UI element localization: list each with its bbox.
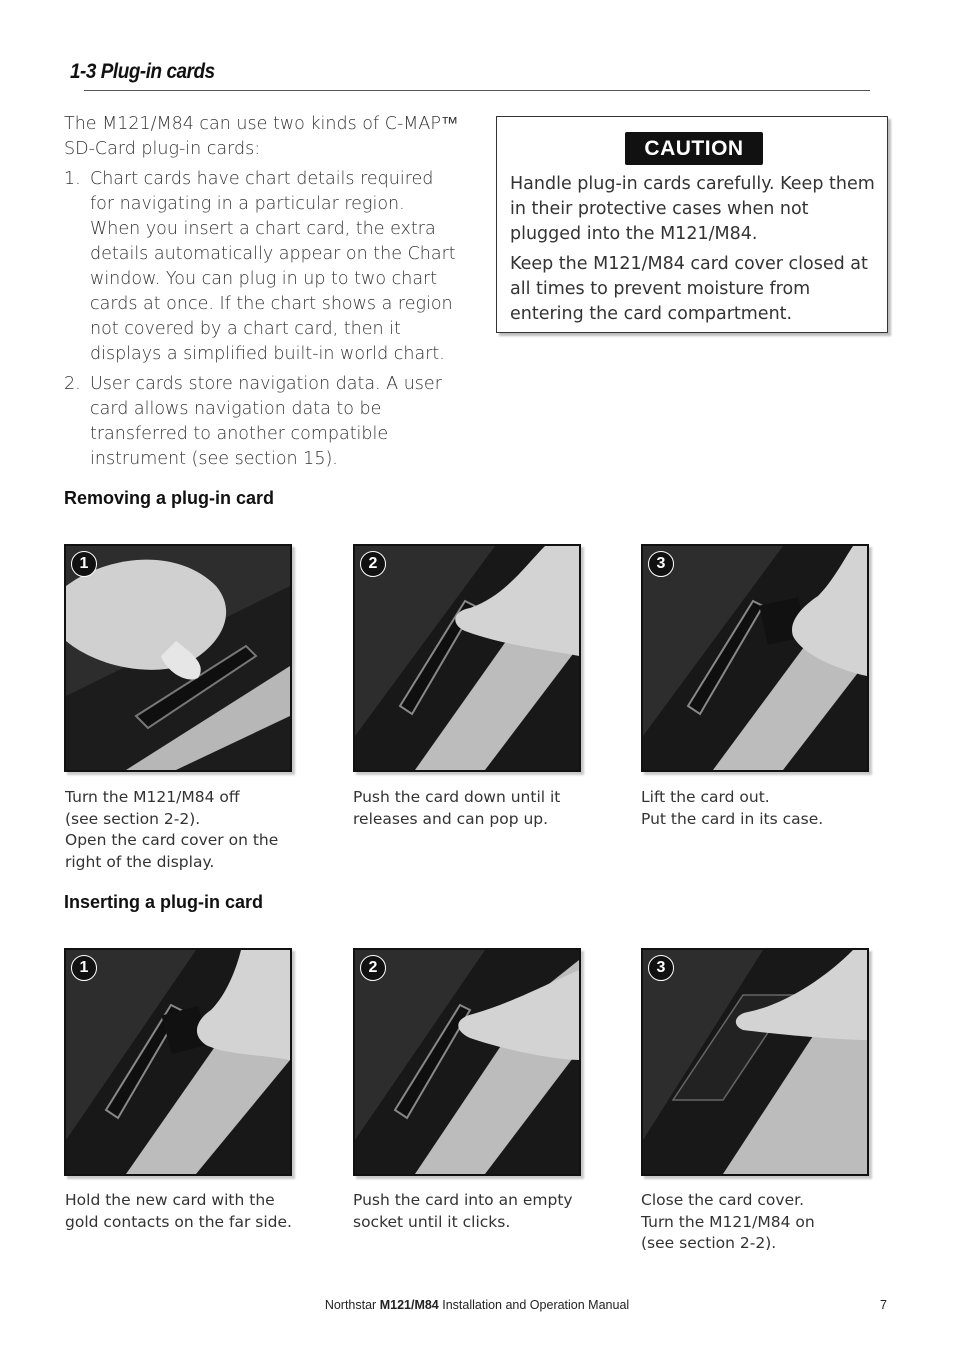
removing-heading: Removing a plug-in card [64, 488, 275, 508]
list-text: User cards store navigation data. A user card allows navigation data to be transferred to another compatible instrument (see section 15). [90, 374, 442, 469]
card-types-list [64, 167, 459, 472]
step-badge: 3 [648, 955, 674, 981]
device-photo-illustration [643, 546, 867, 770]
removing-step-2-caption: Push the card down until it releases and can pop up. [353, 788, 561, 828]
list-number: 2. [64, 374, 81, 394]
page-footer [0, 1298, 954, 1312]
removing-step-3-caption: Lift the card out. Put the card in its case. [641, 788, 824, 828]
footer-model: M121/M84 [379, 1298, 439, 1312]
device-photo-illustration [355, 950, 579, 1174]
list-item [64, 167, 459, 367]
device-photo-illustration [66, 950, 290, 1174]
step-badge: 1 [71, 551, 97, 577]
removing-step-2-photo [353, 544, 581, 772]
removing-step-1-caption: Turn the M121/M84 off (see section 2-2). Open the card cover on the right of the display. [65, 788, 279, 871]
list-item [64, 372, 459, 472]
device-photo-illustration [355, 546, 579, 770]
caution-label: CAUTION [625, 132, 763, 165]
caution-body [510, 172, 880, 332]
page-number: 7 [880, 1298, 887, 1312]
removing-step-3-photo [641, 544, 869, 772]
footer-title: Installation and Operation Manual [442, 1298, 630, 1312]
device-photo-illustration [66, 546, 290, 770]
removing-step-1-photo [64, 544, 292, 772]
inserting-step-3-caption: Close the card cover. Turn the M121/M84 on (see section 2-2). [641, 1191, 815, 1252]
inserting-step-3-photo [641, 948, 869, 1176]
device-photo-illustration [643, 950, 867, 1174]
step-badge: 2 [360, 551, 386, 577]
caution-paragraph: Handle plug-in cards carefully. Keep them in their protective cases when not plugged into the M121/M84. [510, 174, 875, 244]
title-rule [84, 90, 870, 91]
step-badge: 3 [648, 551, 674, 577]
inserting-step-2-photo [353, 948, 581, 1176]
inserting-step-1-caption: Hold the new card with the gold contacts on the far side. [65, 1191, 292, 1231]
inserting-step-1-photo [64, 948, 292, 1176]
section-title: 1-3 Plug-in cards [70, 60, 215, 83]
inserting-heading: Inserting a plug-in card [64, 892, 264, 912]
intro-text [64, 112, 459, 477]
inserting-step-2-caption: Push the card into an empty socket until it clicks. [353, 1191, 573, 1231]
list-number: 1. [64, 169, 81, 189]
caution-paragraph: Keep the M121/M84 card cover closed at all times to prevent moisture from entering the card compartment. [510, 254, 868, 324]
footer-brand: Northstar [324, 1298, 377, 1312]
list-text: Chart cards have chart details required for navigating in a particular region. When you insert a chart card, the extra details automatically appear on the Chart window. You can plug in up to two chart cards at once. If the chart shows a region not covered by a chart card, then it displays a simplified built-in world chart. [90, 169, 456, 364]
step-badge: 1 [71, 955, 97, 981]
step-badge: 2 [360, 955, 386, 981]
caution-box [496, 116, 888, 333]
intro-lead: The M121/M84 can use two kinds of C-MAP™ SD-Card plug-in cards: [64, 114, 459, 159]
